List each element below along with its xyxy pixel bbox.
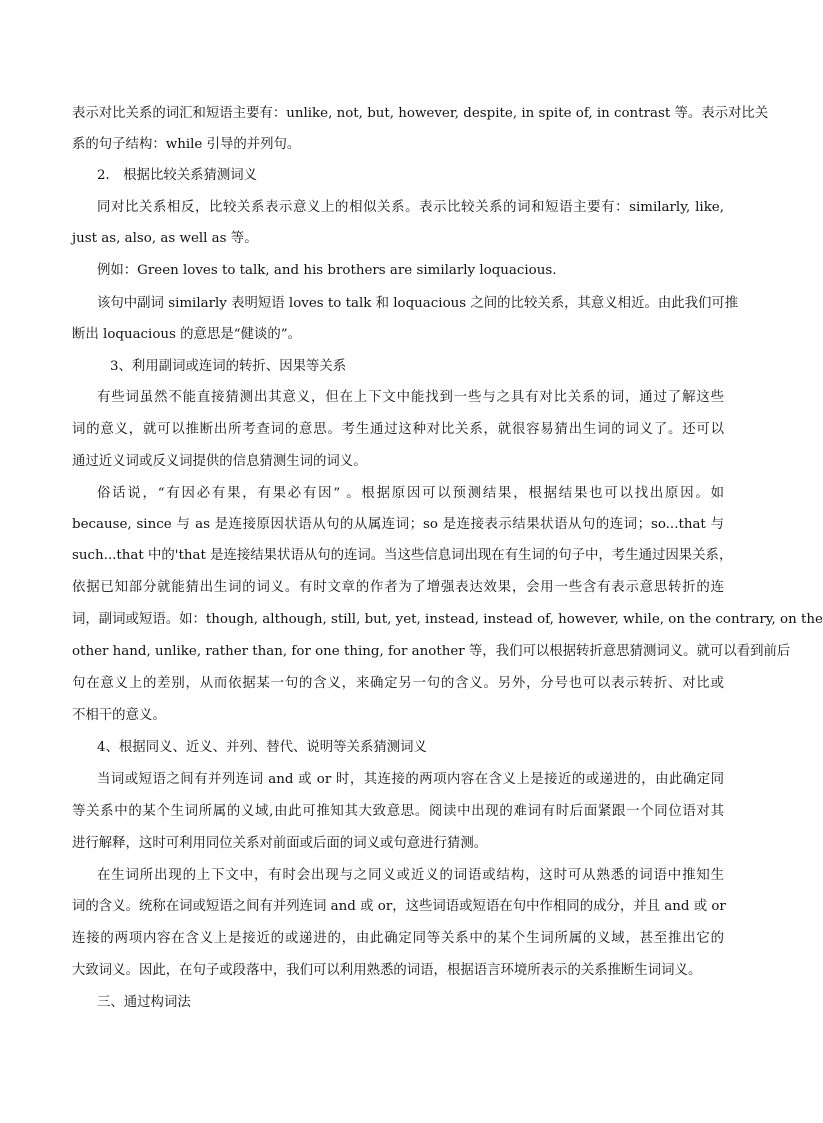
text-line: 词，副词或短语。如：though, although, still, but, yet, instead, instead of, however, while, on the contrary, on the xyxy=(72,612,823,627)
text-line: 同对比关系相反，比较关系表示意义上的相似关系。表示比较关系的词和短语主要有：similarly, like, xyxy=(97,200,724,215)
text-line: 通过近义词或反义词提供的信息猜测生词的词义。 xyxy=(72,454,367,469)
example-line: 例如：Green loves to talk, and his brothers are similarly loquacious. xyxy=(97,263,557,278)
text-line: 依据已知部分就能猜出生词的词义。有时文章的作者为了增强表达效果，会用一些含有表示意思转折的连 xyxy=(72,580,724,595)
section-heading: 4、根据同义、近义、并列、替代、说明等关系猜测词义 xyxy=(97,740,427,755)
text-line: 等关系中的某个生词所属的义域,由此可推知其大致意思。阅读中出现的难词有时后面紧跟一个同位语对其 xyxy=(72,804,724,819)
section-heading: 2． 根据比较关系猜测词义 xyxy=(97,168,258,183)
text-line: 俗话说，“有因必有果，有果必有因” 。根据原因可以预测结果，根据结果也可以找出原因。如 xyxy=(97,486,724,501)
text-line: 词的意义，就可以推断出所考查词的意思。考生通过这种对比关系，就很容易猜出生词的词义了。还可以 xyxy=(72,422,724,437)
text-line: 不相干的意义。 xyxy=(72,708,166,723)
text-line: such...that 中的'that 是连接结果状语从句的连词。当这些信息词出现在有生词的句子中，考生通过因果关系， xyxy=(72,548,733,563)
text-line: because, since 与 as 是连接原因状语从句的从属连词；so 是连接表示结果状语从句的连词；so...that 与 xyxy=(72,517,724,532)
text-line: 表示对比关系的词汇和短语主要有：unlike, not, but, however, despite, in spite of, in contrast 等。表示对比关 xyxy=(72,106,769,121)
text-line: 断出 loquacious 的意思是“健谈的”。 xyxy=(72,327,301,342)
section-heading: 三、通过构词法 xyxy=(97,995,191,1010)
text-line: 进行解释，这时可利用同位关系对前面或后面的词义或句意进行猜测。 xyxy=(72,836,488,851)
text-line: 在生词所出现的上下文中，有时会出现与之同义或近义的词语或结构，这时可从熟悉的词语中推知生 xyxy=(97,868,724,883)
section-heading: 3、利用副词或连词的转折、因果等关系 xyxy=(110,359,347,374)
text-line: 大致词义。因此，在句子或段落中，我们可以利用熟悉的词语，根据语言环境所表示的关系推断生词词义。 xyxy=(72,963,702,978)
text-line: 有些词虽然不能直接猜测出其意义，但在上下文中能找到一些与之具有对比关系的词，通过了解这些 xyxy=(97,390,724,405)
text-line: 连接的两项内容在含义上是接近的或递进的，由此确定同等关系中的某个生词所属的义域，甚至推出它的 xyxy=(72,931,724,946)
text-line: 系的句子结构：while 引导的并列句。 xyxy=(72,137,301,152)
text-line: 词的含义。统称在词或短语之间有并列连词 and 或 or，这些词语或短语在句中作相同的成分，并且 and 或 or xyxy=(72,899,726,914)
text-line: 句在意义上的差别，从而依据某一句的含义，来确定另一句的含义。另外，分号也可以表示转折、对比或 xyxy=(72,676,724,691)
text-line: 该句中副词 similarly 表明短语 loves to talk 和 loquacious 之间的比较关系，其意义相近。由此我们可推 xyxy=(97,296,739,311)
text-line: just as, also, as well as 等。 xyxy=(72,231,258,246)
text-line: other hand, unlike, rather than, for one thing, for another 等，我们可以根据转折意思猜测词义。就可以看到前后 xyxy=(72,644,791,659)
text-line: 当词或短语之间有并列连词 and 或 or 时，其连接的两项内容在含义上是接近的或递进的，由此确定同 xyxy=(97,772,724,787)
